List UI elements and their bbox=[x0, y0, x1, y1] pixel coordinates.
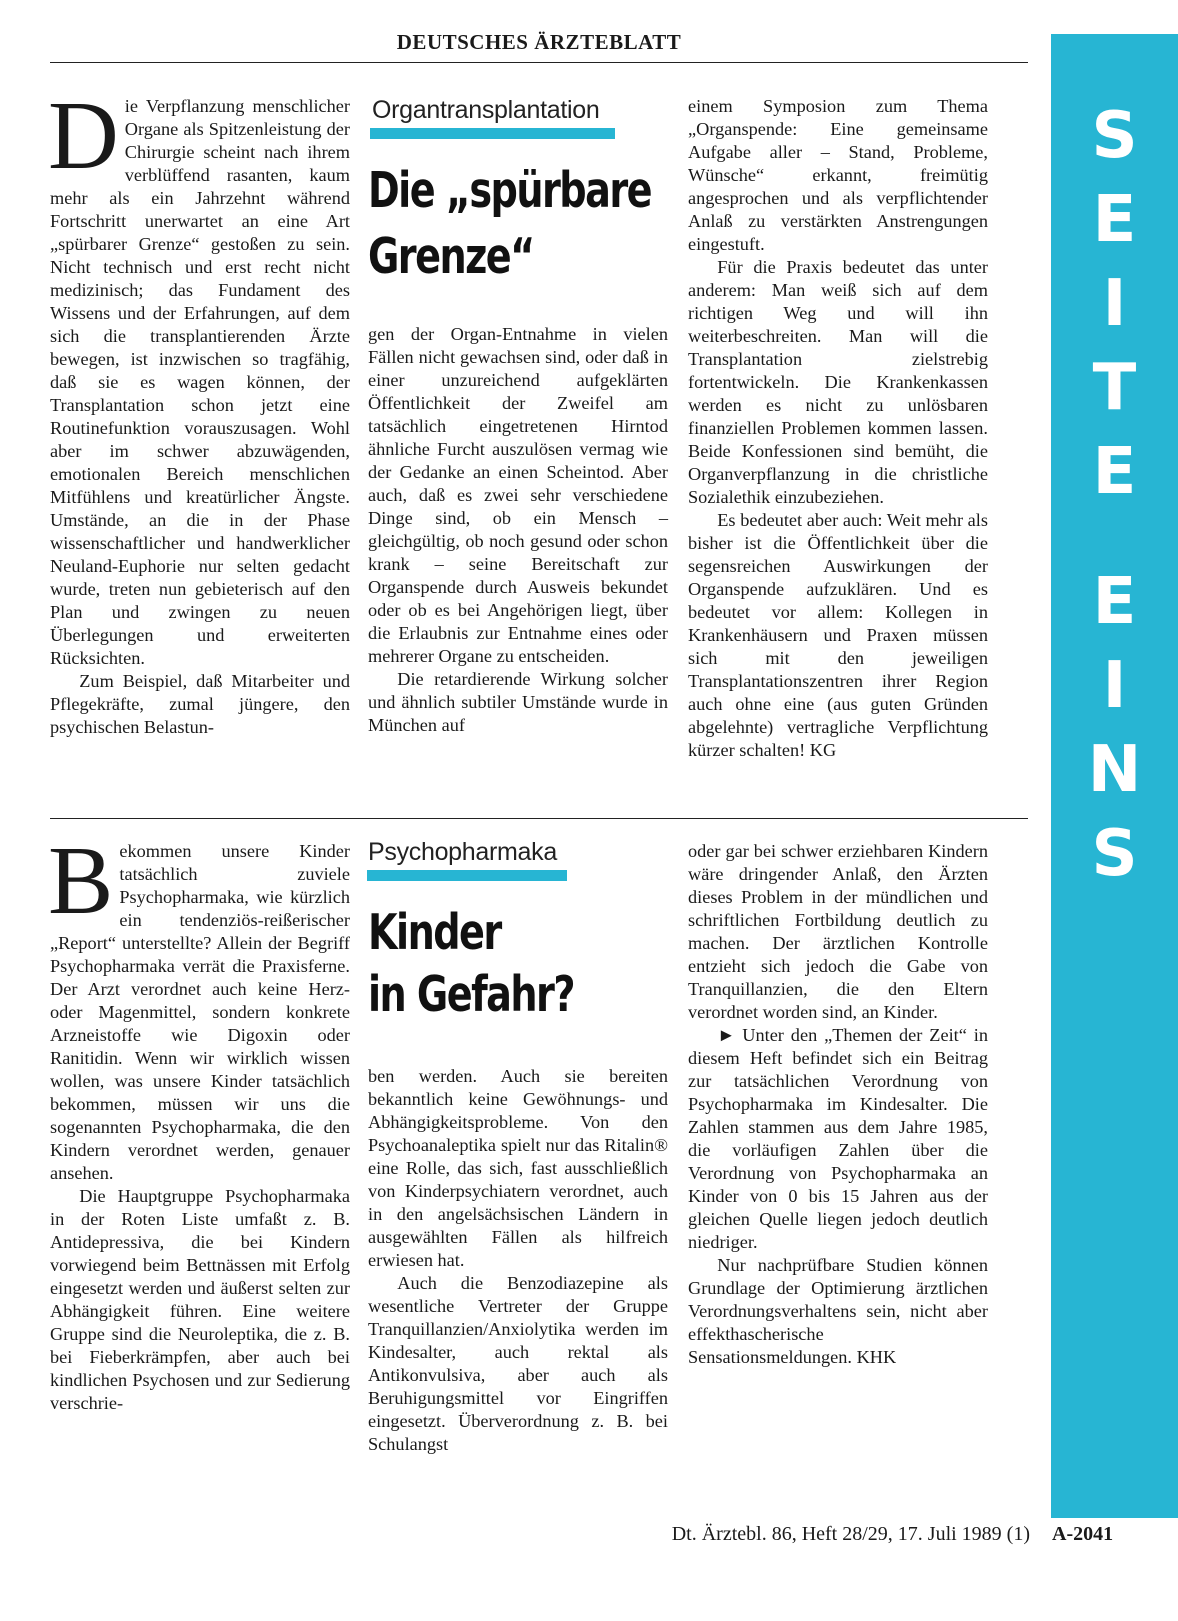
article2-col2-para2: Auch die Benzodiazepine als wesentliche Vertreter der Gruppe Tranquillanzien/Anxiolytika werden im Kindesalter, auch rektal als Antikonvulsiva, aber auch als Beruhigungsmittel vor Eingriffen eingesetzt. Überverordnung z. B. bei Schulangst bbox=[368, 1273, 668, 1454]
article1-col1-para2: Zum Beispiel, daß Mitarbeiter und Pflegekräfte, zumal jüngere, den psychischen Belastun- bbox=[50, 671, 350, 737]
banner-letter: I bbox=[1102, 267, 1127, 341]
banner-letter: E bbox=[1092, 565, 1137, 639]
page-number: A-2041 bbox=[1052, 1523, 1114, 1545]
article2-headline-line2: in Gefahr? bbox=[368, 966, 574, 1023]
article2-col1-para2: Die Hauptgruppe Psychopharmaka in der Roten Liste umfaßt z. B. Antidepressiva, die bei Kindern vorwiegend beim Bettnässen mit Erfolg eingesetzt werden und äußerst selten zur Abhängigkeit führen. Eine weitere Gruppe sind die Neuroleptika, die z. B. bei Fieberkrämpfen, aber auch bei kindlichen Psychosen und zur Sedierung verschrie- bbox=[50, 1186, 350, 1413]
masthead-rule bbox=[50, 62, 1028, 63]
article2-column-2 bbox=[368, 1065, 668, 1456]
article2-col3-para3: Nur nachprüfbare Studien können Grundlage der Optimierung ärztlichen Verordnungsverhaltens sein, nicht aber effekthascherische Sensationsmeldungen. KHK bbox=[688, 1255, 988, 1367]
article1-kicker-bar bbox=[370, 128, 615, 139]
seite-eins-banner bbox=[1051, 34, 1178, 1518]
article2-kicker: Psychopharmaka bbox=[368, 838, 557, 866]
banner-letters bbox=[1051, 99, 1178, 906]
masthead: DEUTSCHES ÄRZTEBLATT bbox=[396, 30, 682, 54]
article2-kicker-bar bbox=[367, 870, 567, 881]
footer-citation: Dt. Ärztebl. 86, Heft 28/29, 17. Juli 1989 (1) bbox=[671, 1523, 1030, 1545]
article2-column-1 bbox=[48, 827, 350, 1415]
article1-col3-para1: einem Symposion zum Thema „Organspende: Eine gemeinsame Aufgabe aller – Stand, Probleme, Wünsche“ erkannt, freimütig angesprochen und als verpflichtender Anlaß zu verstärkten Anstrengungen eingestuft. bbox=[688, 96, 988, 254]
article1-headline-line2: Grenze“ bbox=[368, 228, 534, 285]
article1-col3-para3: Es bedeutet aber auch: Weit mehr als bisher ist die Öffentlichkeit über die segensreichen Auswirkungen der Organspende aufzuklären. Und es bedeutet vor allem: Kollegen in Krankenhäusern und Praxen müssen sich mit den jeweiligen Transplantationszentren ihrer Region auch ohne eine (aus guten Gründen abgelehnte) vertragliche Verpflichtung kürzer schalten! KG bbox=[688, 510, 988, 760]
banner-letter: I bbox=[1102, 649, 1127, 723]
banner-letter: N bbox=[1087, 733, 1142, 807]
article-separator-rule bbox=[50, 818, 1028, 819]
article1-dropcap: D bbox=[48, 82, 119, 190]
banner-letter: T bbox=[1092, 351, 1137, 425]
article1-headline-line1: Die „spürbare bbox=[368, 162, 651, 219]
banner-letter: S bbox=[1091, 817, 1138, 891]
article1-column-3 bbox=[688, 95, 988, 762]
article2-col3-para2: ► Unter den „Themen der Zeit“ in diesem Heft befindet sich ein Beitrag zur tatsächlichen Verordnung von Psychopharmaka im Kindesalter. Die Zahlen stammen aus dem Jahre 1985, die vorläufigen Zahlen über die Verordnung von Psychopharmaka an Kinder von 0 bis 15 Jahren aus der gleichen Quelle liegen jedoch deutlich niedriger. bbox=[688, 1025, 988, 1252]
article1-col2-para1: gen der Organ-Entnahme in vielen Fällen nicht gewachsen sind, oder daß in einer unzureichend aufgeklärten Öffentlichkeit der Zweifel am tatsächlich eingetretenen Hirntod ähnliche Furcht auszulösen vermag wie der Gedanke an einen Scheintod. Aber auch, daß es zwei sehr verschiedene Dinge sind, ob ein Mensch – gleichgültig, ob noch gesund oder schon krank – seine Bereitschaft zur Organspende durch Ausweis bekundet oder ob es bei Angehörigen liegt, über die Erlaubnis zur Entnahme eines oder mehrerer Organe zu entscheiden. bbox=[368, 324, 668, 666]
article1-col3-para2: Für die Praxis bedeutet das unter anderem: Man weiß sich auf dem richtigen Weg und will ihn weiterbeschreiten. Man will die Transplantation zielstrebig fortentwickeln. Die Krankenkassen werden es nicht zu unlösbaren finanziellen Problemen kommen lassen. Beide Konfessionen sind bemüht, die Organverpflanzung in die christliche Sozialethik einzubeziehen. bbox=[688, 257, 988, 507]
article1-column-1 bbox=[48, 82, 350, 739]
banner-letter: E bbox=[1092, 435, 1137, 509]
article1-col1-para1: ie Verpflanzung menschlicher Organe als Spitzenleistung der Chirurgie scheint nach ihrem verblüffend rasanten, kaum mehr als ein Jahrzehnt während Fortschritt unerwartet an eine Art „spürbarer Grenze“ gestoßen zu sein. Nicht technisch und erst recht nicht medizinisch; das Fundament des Wissens und der Erfahrungen, auf dem sich die transplantierenden Ärzte bewegen, ist inzwischen so tragfähig, daß sie es wagen können, der Transplantation schon jetzt eine Routinefunktion vorauszusagen. Wohl aber im schwer abzuwägenden, emotionalen Bereich menschlichen Mitfühlens und kreatürlicher Ängste. Umstände, an die in der Phase wissenschaftlicher und handwerklicher Neuland-Euphorie nur selten gedacht wurde, treten nun gebieterisch auf den Plan und zwingen zu neuen Überlegungen und erweiterten Rücksichten. bbox=[50, 96, 350, 668]
article2-headline-line1: Kinder bbox=[368, 904, 501, 961]
banner-letter: E bbox=[1092, 183, 1137, 257]
article2-column-3 bbox=[688, 840, 988, 1369]
article2-col1-para1: ekommen unsere Kinder tatsächlich zuviele Psychopharmaka, wie kürzlich ein tendenziös-reißerischer „Report“ unterstellte? Allein der Begriff Psychopharmaka verrät die Praxisferne. Der Arzt verordnet auch keine Herz- oder Magenmittel, sondern konkrete Arzneistoffe wie Digoxin oder Ranitidin. Wenn wir wirklich wissen wollen, was unsere Kinder tatsächlich bekommen, müssen wir uns die sogenannten Psychopharmaka, die den Kindern verordnet werden, genauer ansehen. bbox=[50, 841, 350, 1183]
article1-kicker: Organtransplantation bbox=[372, 96, 600, 124]
article2-col3-para1: oder gar bei schwer erziehbaren Kindern wäre dringender Anlaß, den Ärzten dieses Problem in der mündlichen und schriftlichen Fortbildung deutlich zu machen. Der ärztlichen Kontrolle entzieht sich jedoch die Gabe von Tranquillanzien, die den Eltern verordnet worden sind, an Kinder. bbox=[688, 841, 988, 1022]
article2-dropcap: B bbox=[48, 827, 114, 935]
article2-col2-para1: ben werden. Auch sie bereiten bekanntlich keine Gewöhnungs- und Abhängigkeitsprobleme. Von den Psychoanaleptika spielt nur das Ritalin® eine Rolle, das sich, fast ausschließlich von Kinderpsychiatern verordnet, auch in den angelsächsischen Ländern in ausgewählten Fällen als hilfreich erwiesen hat. bbox=[368, 1066, 668, 1270]
article1-column-2 bbox=[368, 323, 668, 737]
banner-letter: S bbox=[1091, 99, 1138, 173]
article1-col2-para2: Die retardierende Wirkung solcher und ähnlich subtiler Umstände wurde in München auf bbox=[368, 669, 668, 735]
